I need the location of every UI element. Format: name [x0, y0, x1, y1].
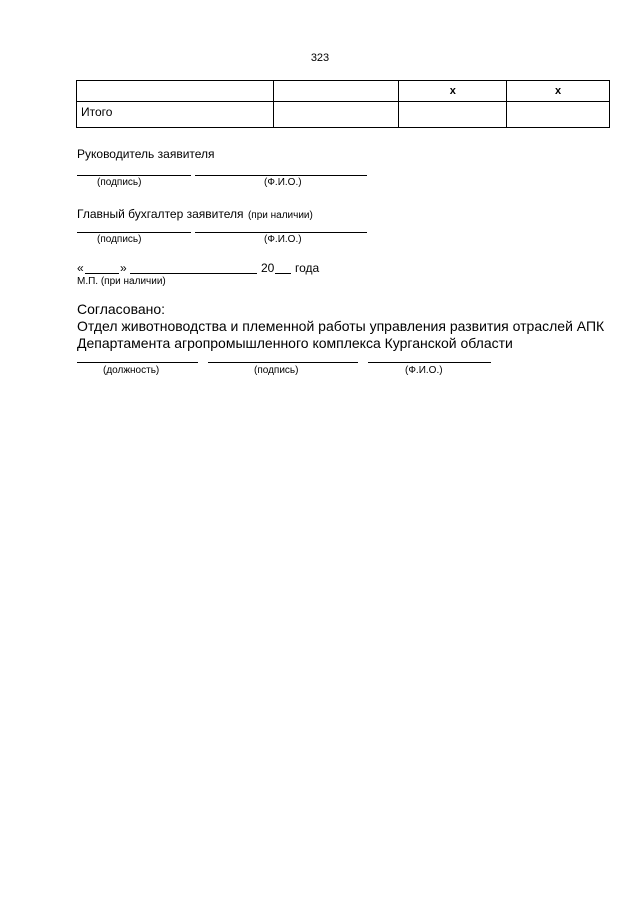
- date-close-quote: »: [120, 261, 127, 275]
- accountant-title: Главный бухгалтер заявителя: [77, 207, 244, 221]
- name-line: [195, 232, 367, 233]
- approval-line-2: Департамента агропромышленного комплекса Курганской области: [77, 335, 513, 351]
- year-suffix: года: [295, 261, 320, 275]
- name-line: [195, 175, 367, 176]
- year-line: [275, 273, 291, 274]
- table-cell: [77, 81, 274, 102]
- date-open-quote: «: [77, 261, 84, 275]
- table-cell-x: х: [507, 81, 610, 102]
- approval-title: Согласовано:: [77, 301, 166, 317]
- table-cell: [399, 102, 507, 128]
- day-line: [85, 273, 119, 274]
- summary-table: [76, 80, 610, 128]
- position-caption: (должность): [103, 365, 160, 376]
- name-line: [368, 362, 491, 363]
- table-header-row: [77, 81, 610, 102]
- table-cell: [273, 81, 399, 102]
- month-line: [130, 273, 257, 274]
- table-cell: [273, 102, 399, 128]
- signature-line: [77, 175, 191, 176]
- head-title: Руководитель заявителя: [77, 147, 215, 161]
- sign-caption: (подпись): [97, 177, 142, 188]
- year-prefix: 20: [261, 261, 275, 275]
- name-caption: (Ф.И.О.): [264, 234, 302, 245]
- name-caption: (Ф.И.О.): [264, 177, 302, 188]
- sign-caption: (подпись): [254, 365, 299, 376]
- accountant-title-row: [77, 205, 313, 223]
- approval-line-1: Отдел животноводства и племенной работы управления развития отраслей АПК: [77, 318, 605, 334]
- name-caption: (Ф.И.О.): [405, 365, 443, 376]
- accountant-note: (при наличии): [247, 210, 313, 221]
- table-cell: [507, 102, 610, 128]
- signature-line: [77, 232, 191, 233]
- table-cell-x: х: [399, 81, 507, 102]
- signature-line: [208, 362, 358, 363]
- total-label: Итого: [77, 102, 274, 128]
- table-total-row: [77, 102, 610, 128]
- page-number: 323: [310, 52, 330, 64]
- sign-caption: (подпись): [97, 234, 142, 245]
- stamp-note: М.П. (при наличии): [77, 276, 166, 287]
- position-line: [77, 362, 198, 363]
